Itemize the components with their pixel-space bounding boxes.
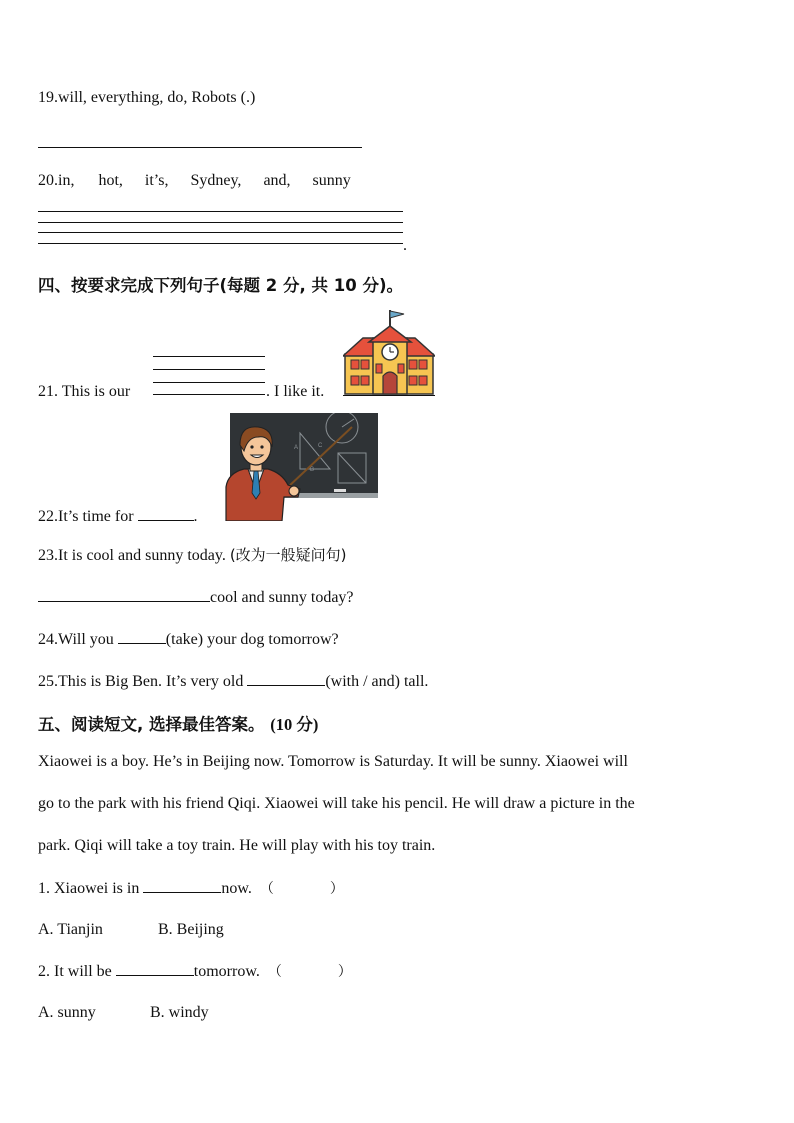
question-text-pre: . This is our <box>54 383 131 400</box>
answer-line-19[interactable] <box>38 147 362 148</box>
answer-parentheses[interactable]: （ ） <box>267 964 352 980</box>
answer-tail: cool and sunny today? <box>210 589 354 606</box>
section-5-points: (10 分) <box>270 715 319 734</box>
answer-line-20a[interactable] <box>38 211 403 212</box>
section-4-heading: 四、按要求完成下列句子(每题 2 分, 共 10 分)。 <box>38 276 404 295</box>
question-text-post: now. <box>221 880 252 897</box>
answer-blank-24[interactable] <box>118 629 166 644</box>
option-b[interactable]: B. Beijing <box>158 921 224 938</box>
answer-line-21b[interactable] <box>153 369 265 370</box>
question-number: 21 <box>38 383 54 400</box>
question-number: 19. <box>38 89 58 106</box>
word: it’s, <box>144 172 169 189</box>
question-text-post: (with / and) tall. <box>325 673 429 690</box>
period: . <box>403 237 407 254</box>
question-number: 22. <box>38 508 58 525</box>
question-text-pre: This is Big Ben. It’s very old <box>58 673 244 690</box>
question-23-answer <box>38 587 354 608</box>
passage-line-2: go to the park with his friend Qiqi. Xiaowei will take his pencil. He will draw a picture in the <box>38 795 635 812</box>
school-building-icon <box>343 308 435 396</box>
question-21 <box>38 382 130 402</box>
word: Sydney, <box>190 172 242 189</box>
answer-blank-r2[interactable] <box>116 961 194 976</box>
question-text-post: tomorrow. <box>193 963 260 980</box>
word: in, <box>58 172 75 189</box>
passage-line-3: park. Qiqi will take a toy train. He will play with his toy train. <box>38 837 436 854</box>
question-number: 25. <box>38 673 58 690</box>
word: sunny <box>312 172 351 189</box>
question-text-post: (take) your dog tomorrow? <box>165 631 339 648</box>
reading-question-2 <box>38 961 352 982</box>
reading-options-2 <box>38 1003 209 1023</box>
reading-options-1 <box>38 920 224 940</box>
word: hot, <box>98 172 123 189</box>
answer-parentheses[interactable]: （ ） <box>259 881 344 897</box>
word: and, <box>263 172 291 189</box>
answer-line-21d[interactable] <box>153 394 265 395</box>
svg-text:B: B <box>310 467 315 473</box>
answer-line-20d[interactable] <box>38 243 403 244</box>
question-24 <box>38 629 339 650</box>
question-text: will, everything, do, Robots (.) <box>58 89 256 106</box>
answer-line-21c[interactable] <box>153 382 265 383</box>
svg-text:A: A <box>294 445 299 451</box>
question-text-pre: It’s time for <box>58 508 134 525</box>
period: . <box>193 508 198 525</box>
answer-blank-25[interactable] <box>247 671 325 686</box>
section-5-heading <box>38 711 318 735</box>
question-21-tail: . I like it. <box>266 383 325 400</box>
option-b[interactable]: B. windy <box>150 1004 209 1021</box>
question-20 <box>38 171 351 191</box>
question-23 <box>38 545 347 566</box>
answer-line-20b[interactable] <box>38 222 403 223</box>
answer-blank-r1[interactable] <box>143 878 221 893</box>
question-text: It is cool and sunny today. <box>58 547 226 564</box>
question-25 <box>38 671 428 692</box>
svg-text:C: C <box>318 443 323 449</box>
question-text-pre: 1. Xiaowei is in <box>38 880 140 897</box>
answer-line-20c[interactable] <box>38 232 403 233</box>
question-text-pre: Will you <box>58 631 114 648</box>
passage-line-1: Xiaowei is a boy. He’s in Beijing now. Tomorrow is Saturday. It will be sunny. Xiaowei will <box>38 753 628 770</box>
reading-question-1 <box>38 878 344 899</box>
section-5-title: 五、阅读短文, 选择最佳答案。 <box>38 715 265 734</box>
instruction-note: (改为一般疑问句) <box>229 546 347 564</box>
answer-blank-23[interactable] <box>38 587 210 602</box>
answer-line-21a[interactable] <box>153 356 265 357</box>
option-a[interactable]: A. Tianjin <box>38 921 103 938</box>
question-22 <box>38 506 198 527</box>
teacher-at-blackboard-illustration <box>222 413 380 521</box>
question-number: 20. <box>38 172 58 189</box>
option-a[interactable]: A. sunny <box>38 1004 96 1021</box>
question-number: 23. <box>38 547 58 564</box>
question-19 <box>38 88 255 108</box>
question-text-pre: 2. It will be <box>38 963 112 980</box>
question-number: 24. <box>38 631 58 648</box>
answer-blank-22[interactable] <box>138 506 194 521</box>
